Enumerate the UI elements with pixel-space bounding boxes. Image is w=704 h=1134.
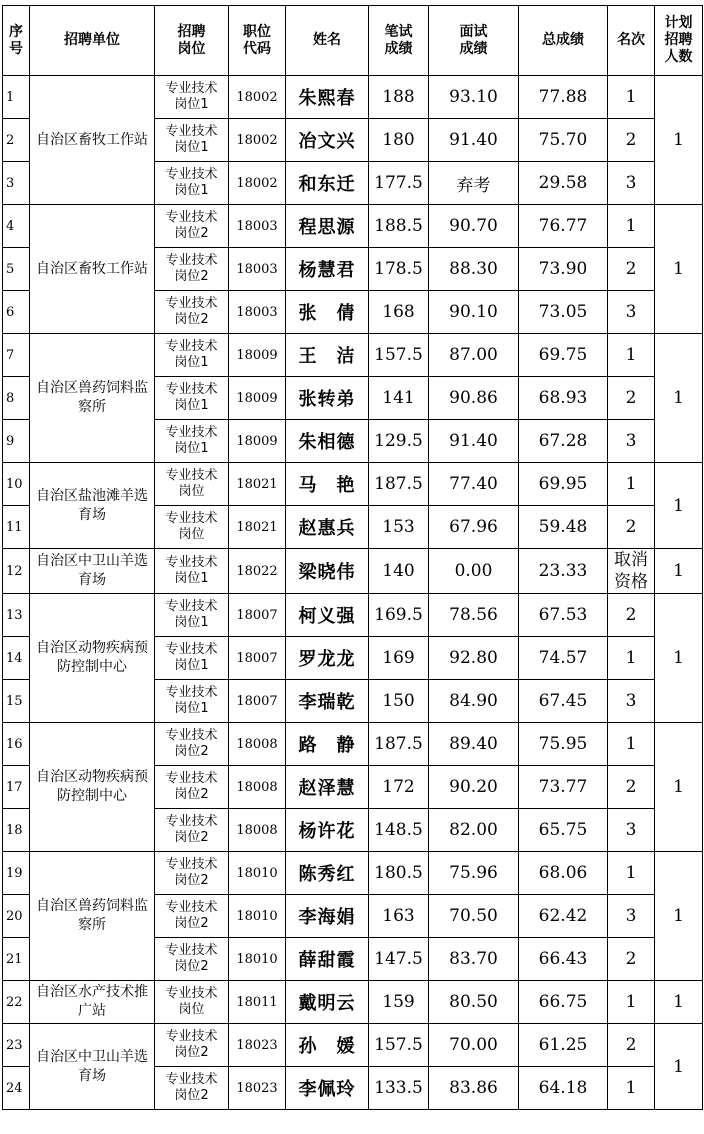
cell-rank: 1 <box>608 334 655 377</box>
cell-unit: 自治区兽药饲料监察所 <box>30 334 155 463</box>
cell-unit: 自治区动物疾病预防控制中心 <box>30 723 155 852</box>
cell-written-score: 163 <box>369 895 429 938</box>
cell-interview-score: 83.86 <box>429 1067 519 1110</box>
cell-seq: 15 <box>3 680 30 723</box>
cell-written-score: 187.5 <box>369 463 429 506</box>
cell-interview-score: 80.50 <box>429 981 519 1024</box>
cell-rank: 1 <box>608 637 655 680</box>
cell-written-score: 133.5 <box>369 1067 429 1110</box>
cell-total-score: 67.45 <box>519 680 608 723</box>
cell-seq: 24 <box>3 1067 30 1110</box>
cell-rank: 1 <box>608 1067 655 1110</box>
cell-post: 专业技术 岗位1 <box>155 594 229 637</box>
cell-seq: 8 <box>3 377 30 420</box>
cell-interview-score: 90.20 <box>429 766 519 809</box>
cell-unit: 自治区中卫山羊选育场 <box>30 1024 155 1110</box>
cell-interview-score: 93.10 <box>429 76 519 119</box>
cell-code: 18010 <box>229 895 286 938</box>
cell-seq: 10 <box>3 463 30 506</box>
cell-total-score: 67.53 <box>519 594 608 637</box>
cell-seq: 6 <box>3 291 30 334</box>
cell-rank: 1 <box>608 76 655 119</box>
cell-interview-score: 91.40 <box>429 119 519 162</box>
cell-seq: 20 <box>3 895 30 938</box>
cell-post: 专业技术 岗位2 <box>155 723 229 766</box>
cell-total-score: 66.43 <box>519 938 608 981</box>
cell-total-score: 74.57 <box>519 637 608 680</box>
cell-code: 18003 <box>229 205 286 248</box>
cell-code: 18010 <box>229 938 286 981</box>
cell-interview-score: 弃考 <box>429 162 519 205</box>
cell-total-score: 65.75 <box>519 809 608 852</box>
cell-seq: 1 <box>3 76 30 119</box>
table-row <box>3 1024 703 1067</box>
cell-name: 张转弟 <box>286 377 369 420</box>
cell-written-score: 188.5 <box>369 205 429 248</box>
cell-code: 18009 <box>229 377 286 420</box>
cell-name: 李佩玲 <box>286 1067 369 1110</box>
cell-name: 朱熙春 <box>286 76 369 119</box>
cell-total-score: 69.95 <box>519 463 608 506</box>
cell-interview-score: 88.30 <box>429 248 519 291</box>
cell-written-score: 153 <box>369 506 429 549</box>
cell-interview-score: 90.10 <box>429 291 519 334</box>
cell-plan-count: 1 <box>655 205 703 334</box>
cell-seq: 9 <box>3 420 30 463</box>
cell-rank: 3 <box>608 895 655 938</box>
cell-total-score: 73.90 <box>519 248 608 291</box>
cell-total-score: 73.05 <box>519 291 608 334</box>
cell-plan-count: 1 <box>655 723 703 852</box>
cell-written-score: 169.5 <box>369 594 429 637</box>
cell-interview-score: 78.56 <box>429 594 519 637</box>
cell-rank: 1 <box>608 205 655 248</box>
header-code: 职位 代码 <box>229 6 286 76</box>
table-row <box>3 463 703 506</box>
cell-rank: 1 <box>608 981 655 1024</box>
cell-unit: 自治区中卫山羊选育场 <box>30 549 155 594</box>
cell-name: 薛甜霞 <box>286 938 369 981</box>
cell-total-score: 61.25 <box>519 1024 608 1067</box>
cell-interview-score: 77.40 <box>429 463 519 506</box>
cell-name: 李海娟 <box>286 895 369 938</box>
cell-post: 专业技术 岗位 <box>155 506 229 549</box>
cell-code: 18002 <box>229 119 286 162</box>
cell-interview-score: 0.00 <box>429 549 519 594</box>
cell-rank: 3 <box>608 162 655 205</box>
header-rank: 名次 <box>608 6 655 76</box>
cell-post: 专业技术 岗位1 <box>155 637 229 680</box>
cell-code: 18003 <box>229 248 286 291</box>
cell-unit: 自治区兽药饲料监察所 <box>30 852 155 981</box>
cell-rank: 1 <box>608 463 655 506</box>
cell-seq: 3 <box>3 162 30 205</box>
cell-post: 专业技术 岗位 <box>155 463 229 506</box>
cell-plan-count: 1 <box>655 334 703 463</box>
cell-interview-score: 92.80 <box>429 637 519 680</box>
cell-name: 戴明云 <box>286 981 369 1024</box>
cell-code: 18007 <box>229 594 286 637</box>
table-row <box>3 594 703 637</box>
cell-code: 18023 <box>229 1067 286 1110</box>
table-row <box>3 76 703 119</box>
table-row <box>3 205 703 248</box>
cell-seq: 16 <box>3 723 30 766</box>
cell-total-score: 75.95 <box>519 723 608 766</box>
cell-name: 柯义强 <box>286 594 369 637</box>
cell-total-score: 68.93 <box>519 377 608 420</box>
cell-name: 杨许花 <box>286 809 369 852</box>
cell-written-score: 157.5 <box>369 334 429 377</box>
cell-rank: 2 <box>608 377 655 420</box>
cell-seq: 11 <box>3 506 30 549</box>
cell-name: 罗龙龙 <box>286 637 369 680</box>
cell-written-score: 157.5 <box>369 1024 429 1067</box>
cell-post: 专业技术 岗位2 <box>155 766 229 809</box>
cell-post: 专业技术 岗位2 <box>155 895 229 938</box>
cell-rank: 1 <box>608 852 655 895</box>
table-row <box>3 852 703 895</box>
cell-seq: 13 <box>3 594 30 637</box>
cell-interview-score: 70.50 <box>429 895 519 938</box>
cell-name: 王 洁 <box>286 334 369 377</box>
cell-code: 18002 <box>229 76 286 119</box>
cell-seq: 17 <box>3 766 30 809</box>
cell-seq: 14 <box>3 637 30 680</box>
cell-plan-count: 1 <box>655 1024 703 1110</box>
cell-written-score: 140 <box>369 549 429 594</box>
cell-name: 和东迁 <box>286 162 369 205</box>
cell-seq: 21 <box>3 938 30 981</box>
cell-rank: 2 <box>608 938 655 981</box>
cell-interview-score: 84.90 <box>429 680 519 723</box>
cell-code: 18021 <box>229 463 286 506</box>
cell-written-score: 188 <box>369 76 429 119</box>
cell-name: 陈秀红 <box>286 852 369 895</box>
cell-written-score: 129.5 <box>369 420 429 463</box>
cell-unit: 自治区畜牧工作站 <box>30 205 155 334</box>
cell-interview-score: 87.00 <box>429 334 519 377</box>
cell-post: 专业技术 岗位2 <box>155 205 229 248</box>
cell-name: 赵惠兵 <box>286 506 369 549</box>
cell-interview-score: 91.40 <box>429 420 519 463</box>
cell-code: 18009 <box>229 420 286 463</box>
cell-post: 专业技术 岗位2 <box>155 248 229 291</box>
cell-seq: 12 <box>3 549 30 594</box>
header-seq: 序 号 <box>3 6 30 76</box>
cell-plan-count: 1 <box>655 463 703 549</box>
cell-name: 路 静 <box>286 723 369 766</box>
header-written-score: 笔试 成绩 <box>369 6 429 76</box>
cell-written-score: 150 <box>369 680 429 723</box>
header-row <box>3 6 703 76</box>
cell-total-score: 64.18 <box>519 1067 608 1110</box>
cell-written-score: 187.5 <box>369 723 429 766</box>
cell-name: 杨慧君 <box>286 248 369 291</box>
table-row <box>3 723 703 766</box>
cell-total-score: 68.06 <box>519 852 608 895</box>
cell-written-score: 168 <box>369 291 429 334</box>
cell-rank: 取消 资格 <box>608 549 655 594</box>
cell-name: 孙 媛 <box>286 1024 369 1067</box>
cell-written-score: 177.5 <box>369 162 429 205</box>
cell-total-score: 62.42 <box>519 895 608 938</box>
cell-code: 18003 <box>229 291 286 334</box>
cell-seq: 2 <box>3 119 30 162</box>
cell-rank: 1 <box>608 723 655 766</box>
cell-code: 18007 <box>229 637 286 680</box>
table-row <box>3 549 703 594</box>
cell-name: 马 艳 <box>286 463 369 506</box>
cell-code: 18011 <box>229 981 286 1024</box>
cell-rank: 3 <box>608 809 655 852</box>
cell-rank: 3 <box>608 420 655 463</box>
cell-rank: 2 <box>608 766 655 809</box>
cell-seq: 19 <box>3 852 30 895</box>
cell-post: 专业技术 岗位1 <box>155 119 229 162</box>
cell-total-score: 66.75 <box>519 981 608 1024</box>
cell-seq: 22 <box>3 981 30 1024</box>
cell-seq: 7 <box>3 334 30 377</box>
cell-name: 冶文兴 <box>286 119 369 162</box>
cell-written-score: 148.5 <box>369 809 429 852</box>
header-unit: 招聘单位 <box>30 6 155 76</box>
table-body <box>3 76 703 1110</box>
header-post: 招聘 岗位 <box>155 6 229 76</box>
cell-seq: 5 <box>3 248 30 291</box>
cell-total-score: 73.77 <box>519 766 608 809</box>
cell-code: 18022 <box>229 549 286 594</box>
header-name: 姓名 <box>286 6 369 76</box>
cell-name: 李瑞乾 <box>286 680 369 723</box>
cell-rank: 2 <box>608 506 655 549</box>
cell-interview-score: 82.00 <box>429 809 519 852</box>
cell-rank: 3 <box>608 680 655 723</box>
cell-unit: 自治区水产技术推广站 <box>30 981 155 1024</box>
cell-total-score: 29.58 <box>519 162 608 205</box>
cell-plan-count: 1 <box>655 549 703 594</box>
cell-code: 18021 <box>229 506 286 549</box>
cell-total-score: 23.33 <box>519 549 608 594</box>
cell-name: 赵泽慧 <box>286 766 369 809</box>
cell-rank: 2 <box>608 248 655 291</box>
cell-interview-score: 70.00 <box>429 1024 519 1067</box>
cell-post: 专业技术 岗位1 <box>155 680 229 723</box>
table-row <box>3 981 703 1024</box>
cell-post: 专业技术 岗位2 <box>155 809 229 852</box>
cell-rank: 2 <box>608 119 655 162</box>
cell-code: 18010 <box>229 852 286 895</box>
cell-seq: 4 <box>3 205 30 248</box>
cell-code: 18008 <box>229 723 286 766</box>
cell-plan-count: 1 <box>655 594 703 723</box>
cell-plan-count: 1 <box>655 852 703 981</box>
cell-total-score: 59.48 <box>519 506 608 549</box>
cell-written-score: 178.5 <box>369 248 429 291</box>
cell-rank: 2 <box>608 1024 655 1067</box>
cell-written-score: 147.5 <box>369 938 429 981</box>
cell-written-score: 172 <box>369 766 429 809</box>
cell-name: 张 倩 <box>286 291 369 334</box>
cell-post: 专业技术 岗位2 <box>155 1024 229 1067</box>
cell-interview-score: 90.70 <box>429 205 519 248</box>
cell-written-score: 141 <box>369 377 429 420</box>
cell-rank: 2 <box>608 594 655 637</box>
results-table <box>2 5 703 1110</box>
cell-unit: 自治区盐池滩羊选育场 <box>30 463 155 549</box>
cell-post: 专业技术 岗位1 <box>155 334 229 377</box>
cell-code: 18002 <box>229 162 286 205</box>
cell-post: 专业技术 岗位1 <box>155 76 229 119</box>
cell-written-score: 180.5 <box>369 852 429 895</box>
cell-post: 专业技术 岗位1 <box>155 549 229 594</box>
cell-seq: 23 <box>3 1024 30 1067</box>
cell-rank: 3 <box>608 291 655 334</box>
cell-post: 专业技术 岗位2 <box>155 291 229 334</box>
cell-seq: 18 <box>3 809 30 852</box>
cell-total-score: 75.70 <box>519 119 608 162</box>
cell-code: 18008 <box>229 766 286 809</box>
cell-name: 梁晓伟 <box>286 549 369 594</box>
cell-interview-score: 67.96 <box>429 506 519 549</box>
table-row <box>3 334 703 377</box>
cell-interview-score: 83.70 <box>429 938 519 981</box>
header-total-score: 总成绩 <box>519 6 608 76</box>
cell-written-score: 159 <box>369 981 429 1024</box>
cell-interview-score: 75.96 <box>429 852 519 895</box>
cell-post: 专业技术 岗位1 <box>155 377 229 420</box>
cell-post: 专业技术 岗位2 <box>155 1067 229 1110</box>
cell-total-score: 69.75 <box>519 334 608 377</box>
cell-written-score: 180 <box>369 119 429 162</box>
header-interview-score: 面试 成绩 <box>429 6 519 76</box>
cell-interview-score: 90.86 <box>429 377 519 420</box>
cell-code: 18023 <box>229 1024 286 1067</box>
cell-plan-count: 1 <box>655 76 703 205</box>
cell-post: 专业技术 岗位2 <box>155 938 229 981</box>
cell-total-score: 67.28 <box>519 420 608 463</box>
cell-written-score: 169 <box>369 637 429 680</box>
cell-post: 专业技术 岗位1 <box>155 162 229 205</box>
cell-total-score: 77.88 <box>519 76 608 119</box>
cell-code: 18009 <box>229 334 286 377</box>
cell-code: 18008 <box>229 809 286 852</box>
cell-post: 专业技术 岗位 <box>155 981 229 1024</box>
cell-plan-count: 1 <box>655 981 703 1024</box>
cell-unit: 自治区畜牧工作站 <box>30 76 155 205</box>
cell-total-score: 76.77 <box>519 205 608 248</box>
cell-name: 程思源 <box>286 205 369 248</box>
cell-code: 18007 <box>229 680 286 723</box>
header-plan-count: 计划 招聘 人数 <box>655 6 703 76</box>
cell-interview-score: 89.40 <box>429 723 519 766</box>
cell-post: 专业技术 岗位2 <box>155 852 229 895</box>
cell-name: 朱相德 <box>286 420 369 463</box>
cell-unit: 自治区动物疾病预防控制中心 <box>30 594 155 723</box>
cell-post: 专业技术 岗位1 <box>155 420 229 463</box>
